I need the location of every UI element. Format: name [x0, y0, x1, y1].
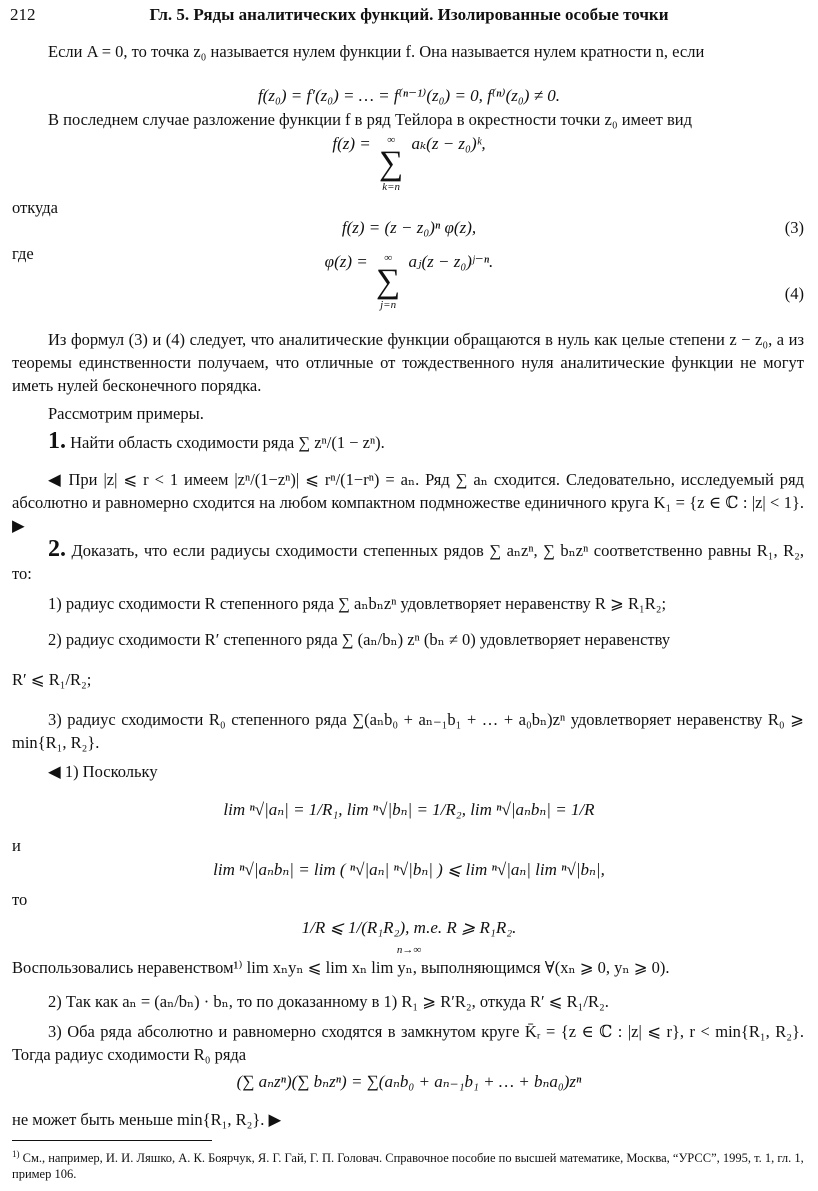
lim-subscript: n→∞	[396, 944, 422, 956]
example-2-item-3: 3) радиус сходимости R₀ степенного ряда ∑(aₙb₀ + aₙ₋₁b₁ + … + a₀bₙ)zⁿ удовлетворяет неравенству R₀ ⩾ min{R₁, R₂}.	[12, 710, 804, 752]
formula-taylor-rhs: aₖ(z − z₀)ᵏ,	[411, 134, 486, 153]
paragraph-examples: Рассмотрим примеры.	[48, 404, 204, 423]
formula-taylor-series	[0, 134, 818, 194]
sum-lower-limit: k=n	[382, 181, 401, 194]
formula-taylor-lhs: f(z) =	[332, 134, 371, 153]
footnote-mark: 1)	[12, 1149, 20, 1159]
example-1-statement	[12, 430, 804, 454]
example-2-item-2: 2) радиус сходимости R′ степенного ряда ∑ (aₙ/bₙ) zⁿ (bₙ ≠ 0) удовлетворяет неравенству	[48, 630, 671, 649]
paragraph-inequality: Воспользовались неравенством¹⁾ lim xₙyₙ ⩽ lim xₙ lim yₙ, выполняющимся ∀(xₙ ⩾ 0, yₙ ⩾ 0).	[12, 958, 670, 977]
solution-end: не может быть меньше min{R₁, R₂}. ▶	[12, 1110, 282, 1129]
formula-zero-order: f(z₀) = f′(z₀) = … = f⁽ⁿ⁻¹⁾(z₀) = 0, f⁽ⁿ⁾(z₀) ≠ 0.	[257, 86, 561, 105]
chapter-title: Гл. 5. Ряды аналитических функций. Изолированные особые точки	[149, 5, 669, 24]
example-2-text: Доказать, что если радиусы сходимости степенных рядов ∑ aₙzⁿ, ∑ bₙzⁿ соответственно равны R₁, R₂, то:	[12, 541, 804, 583]
running-header	[10, 5, 808, 29]
footnote-rule	[12, 1140, 212, 1141]
paragraph-conclusion: Из формул (3) и (4) следует, что аналитические функции обращаются в нуль как целые степени z − z₀, а из теоремы единственности получаем, что отличные от тождественного нуля аналитические функции не могут иметь нулей бесконечного порядка.	[12, 330, 804, 395]
sum-upper-limit: ∞	[387, 134, 396, 146]
example-2-number: 2.	[48, 536, 66, 562]
footnote	[12, 1146, 804, 1182]
page-number: 212	[10, 5, 36, 24]
equation-number-4: (4)	[784, 284, 804, 303]
solution-step-1: ◀ 1) Поскольку	[48, 762, 158, 781]
footnote-text: См., например, И. И. Ляшко, А. К. Боярчук, Я. Г. Гай, Г. П. Головач. Справочное пособие по высшей математике, Москва, “УРСС”, 1995, т. 1, гл. 1, пример 106.	[12, 1151, 804, 1182]
formula-4-rhs: aⱼ(z − z₀)ʲ⁻ⁿ.	[408, 252, 494, 271]
formula-4	[0, 252, 818, 318]
paragraph-zero-definition: Если A = 0, то точка z₀ называется нулем функции f. Она называется нулем кратности n, если	[48, 42, 705, 61]
formula-product-series: (∑ aₙzⁿ)(∑ bₙzⁿ) = ∑(aₙb₀ + aₙ₋₁b₁ + … + bₙa₀)zⁿ	[236, 1072, 582, 1091]
example-1-solution: ◀ При |z| ⩽ r < 1 имеем |zⁿ/(1−zⁿ)| ⩽ rⁿ/(1−rⁿ) = aₙ. Ряд ∑ aₙ сходится. Следовательно, исследуемый ряд абсолютно и равномерно сходится на любом компактном подмножестве единичного круга K₁ = {z ∈ ℂ : |z| < 1}. ▶	[12, 470, 804, 535]
sum-upper-limit: ∞	[384, 252, 393, 264]
solution-step-3: 3) Оба ряда абсолютно и равномерно сходятся в замкнутом круге K̄ᵣ = {z ∈ ℂ : |z| ⩽ r}, r < min{R₁, R₂}. Тогда радиус сходимости R₀ ряда	[12, 1022, 804, 1064]
example-2-statement	[12, 538, 804, 585]
formula-4-lhs: φ(z) =	[324, 252, 368, 271]
sum-sign: ∑	[376, 263, 401, 301]
example-1-text: Найти область сходимости ряда ∑ zⁿ/(1 − zⁿ).	[70, 433, 385, 452]
paragraph-taylor: В последнем случае разложение функции f в ряд Тейлора в окрестности точки z₀ имеет вид	[48, 110, 692, 129]
example-1-number: 1.	[48, 428, 66, 454]
formula-3: f(z) = (z − z₀)ⁿ φ(z),	[341, 218, 477, 237]
example-2-item-2-cont: R′ ⩽ R₁/R₂;	[12, 670, 92, 689]
word-gde: где	[12, 244, 34, 263]
word-to: то	[12, 890, 28, 909]
word-otkuda: откуда	[12, 198, 58, 217]
formula-limits-2: lim ⁿ√|aₙbₙ| = lim ( ⁿ√|aₙ| ⁿ√|bₙ| ) ⩽ lim ⁿ√|aₙ| lim ⁿ√|bₙ|,	[213, 860, 605, 879]
sum-lower-limit: j=n	[380, 299, 397, 312]
sum-sign: ∑	[378, 145, 404, 183]
example-2-item-1: 1) радиус сходимости R степенного ряда ∑ aₙbₙzⁿ удовлетворяет неравенству R ⩾ R₁R₂;	[48, 594, 667, 613]
solution-step-2: 2) Так как aₙ = (aₙ/bₙ) · bₙ, то по доказанному в 1) R₁ ⩾ R′R₂, откуда R′ ⩽ R₁/R₂.	[48, 992, 609, 1011]
equation-number-3: (3)	[784, 218, 804, 237]
word-i: и	[12, 836, 21, 855]
formula-limits-1: lim ⁿ√|aₙ| = 1/R₁, lim ⁿ√|bₙ| = 1/R₂, lim ⁿ√|aₙbₙ| = 1/R	[223, 800, 595, 819]
formula-radius-bound: 1/R ⩽ 1/(R₁R₂), т.е. R ⩾ R₁R₂.	[301, 918, 517, 937]
